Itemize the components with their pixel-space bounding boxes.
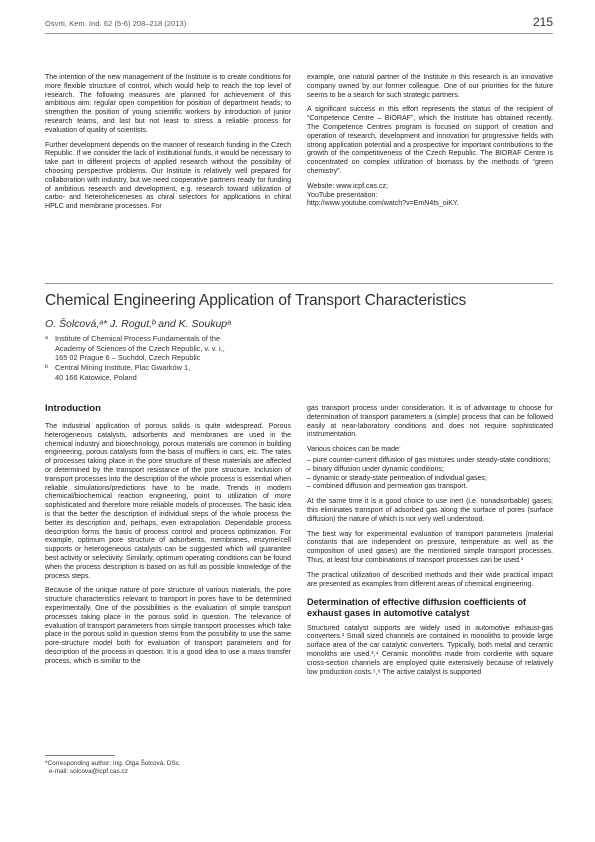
affiliation-mark: b <box>45 364 49 371</box>
introduction-left-column <box>45 423 291 673</box>
choices-list <box>307 457 553 492</box>
paragraph: The best way for experimental evaluation of transport parameters (material constants that are independent on pressure, temperature as well as the composition of used gases) are the mentioned simple transport processes. Thus, at least four combinations of transport processes can be used.¹ <box>307 530 553 564</box>
article-authors: O. Šolcová,ᵃ* J. Rogut,ᵇ and K. Soukupᵃ <box>45 318 231 330</box>
header-rule <box>45 33 553 34</box>
affiliation-line: Academy of Sciences of the Czech Republic, v. v. i., <box>55 343 225 353</box>
subsection-heading: Determination of effective diffusion coefficients of exhaust gases in automotive catalyst <box>307 597 526 618</box>
footnote <box>45 760 181 777</box>
affiliations <box>45 334 225 383</box>
footnote-line: *Corresponding author: Ing. Olga Šolcová, DSc. <box>45 760 181 767</box>
paragraph: example, one natural partner of the Institute in this research is an innovative company owned by our former colleague. One of our priorities for the future seems to be a search for such strategic partners. <box>307 74 553 99</box>
top-left-column <box>45 74 291 218</box>
paragraph: The industrial application of porous solids is quite widespread. Porous heterogeneous catalysts, adsorbents and membranes are used in the chemical industry and biotechnology, porous materials are common in building engineering, porous catalysts form the basis of mufflers in cars, etc. The rates of processes taking place in the pore structure of these materials are affected or determined by the transport resistance of the pore structure. Inclusion of transport processes into the description of the whole process is essential when reliable simulations/predictions have to be made. Trends in modern chemical/biochemical reaction engineering, point to utilization of more sophisticated and therefore more reliable models of processes. The basic idea is that the better the description of individual steps of the whole process the better its description and, perhaps, even extrapolation. Dependable process description forms the basis of process control and process optimization. For example, optimum pore structure of adsorbents, membranes, enzyme/cell supports or heterogeneous catalysts can be suggested which will guarantee best activity or selectivity. Similarly, optimum operating conditions can be found when the process description is based on as full as possible knowledge of the process steps. <box>45 423 291 580</box>
running-head: Osvrti, Kem. Ind. 62 (5-6) 208–218 (2013) <box>45 19 187 28</box>
paragraph: The practical utilization of described methods and their wide practical impact are presented as examples from different areas of chemical engineering. <box>307 571 553 588</box>
list-item: – pure counter-current diffusion of gas mixtures under steady-state conditions; <box>307 457 553 466</box>
introduction-right-column <box>307 405 553 683</box>
list-item: – combined diffusion and permeation gas transport. <box>307 483 553 492</box>
paragraph: The intention of the new management of the Institute is to create conditions for more flexible structure of control, which would help to reach the top level of research. The following measures are planned for achievement of this ambitious aim: regular open competition for position of department heads; to strengthen the position of young scientific workers by introduction of junior research teams, and last but not least to stress a reliable process for evaluation of quality of scientists. <box>45 74 291 134</box>
footnote-email: e-mail: solcova@icpf.cas.cz <box>49 768 128 776</box>
website-link[interactable]: Website: www.icpf.cas.cz; <box>307 182 388 190</box>
introduction-heading: Introduction <box>45 403 101 414</box>
paragraph: gas transport process under consideration. It is of advantage to choose for determination of transport parameters a (simple) process that can be followed easily at near-laboratory conditions and does not require sophisticated instrumentation. <box>307 405 553 439</box>
list-item: – binary diffusion under dynamic conditions; <box>307 466 553 475</box>
affiliation-mark: a <box>45 335 49 341</box>
youtube-label: YouTube presentation: <box>307 191 378 199</box>
list-item: – dynamic or steady-state permeation of individual gases; <box>307 475 553 484</box>
choices-intro: Various choices can be made: <box>307 446 401 454</box>
affiliation-line: 40 166 Katowice, Poland <box>55 372 137 382</box>
page-number: 215 <box>532 15 553 29</box>
paragraph: Structured catalyst supports are widely used in automotive exhaust-gas converters.² Small sized channels are contained in monoliths to provide large surface area of the car catalytic converters. Typically, both metal and ceramic monoliths are used.³,⁴ Ceramic monoliths made from cordierite with square cross-section channels are employed quite extensively because of relatively low production costs.⁵,⁶ The active catalyst is supported <box>307 624 553 676</box>
affiliation-line: Institute of Chemical Process Fundamentals of the <box>55 334 221 343</box>
paragraph: A significant success in this effort represents the status of the recipient of “Competence Centre – BIORAF”, which the Institute has obtained recently. The Competence Centres program is focused on support of creation and operation of research, development and innovation for progressive fields with strong application potential and a prospective for important contributions to the growth of the competitiveness of the Czech Republic. The BIORAF Centre is concentrated on complex utilization of biomass by the methods of “green chemistry”. <box>307 106 553 175</box>
footnote-rule <box>45 755 115 756</box>
top-right-column <box>307 74 553 209</box>
paragraph: Further development depends on the manner of research funding in the Czech Republic. If we consider the lack of institutional funds, it would be necessary to take part in different projects of applied research without the possibility of choosing perspective problems. Our Institute is relatively well prepared for collaboration with industry, but we need cooperative partners ready for funding of ambitious research and development, e.g. research toward utilization of carbo- and heteroheliceneses as chiral selectors for applications in chiral HPLC and membrane processes. For <box>45 141 291 211</box>
affiliation-a <box>45 334 225 363</box>
paragraph: Because of the unique nature of pore structure of various materials, the pore structure characteristics relevant to transport in pores have to be determined experimentally. One of the possibilities is the evaluation of simple transport processes taking place in the porous solid in question. The relevance of evaluation of transport parameters from simple transport processes which take place in the porous solid in question stems from the possibility to use the same pore-structure model both for evaluation of transport parameters and for description of the process in question. It is a good idea to use a mass transfer process, which is similar to the <box>45 587 291 665</box>
article-title: Chemical Engineering Application of Transport Characteristics <box>45 292 467 309</box>
affiliation-line: Central Mining Institute, Plac Gwarków 1, <box>55 363 191 373</box>
affiliation-line: 165 02 Prague 6 – Suchdol, Czech Republic <box>55 353 201 363</box>
youtube-link[interactable]: http://www.youtube.com/watch?v=EmN4ts_oiKY. <box>307 200 459 208</box>
affiliation-b <box>45 363 225 382</box>
section-divider <box>45 283 553 284</box>
paragraph: At the same time it is a good choice to use inert (i.e. nonadsorbable) gases; this eliminates transport of adsorbed gas along the surface of pores (surface diffusion) the nature of which is not very well understood. <box>307 498 553 523</box>
